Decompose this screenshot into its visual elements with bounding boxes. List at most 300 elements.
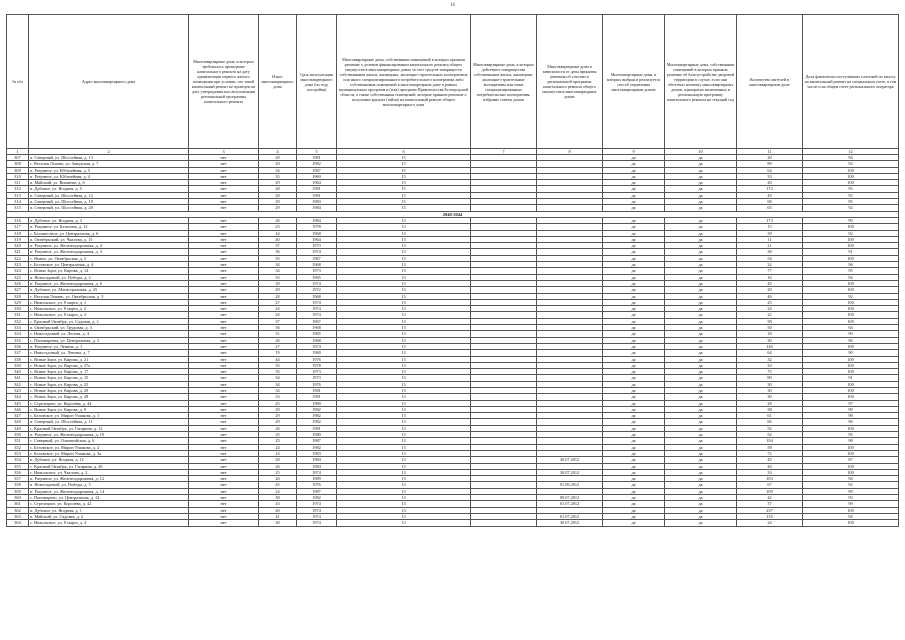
table-cell: 1974 xyxy=(297,249,337,255)
table-cell: 1983 xyxy=(297,450,337,456)
table-cell: с. Красный Октябрь, ул. Гагарина, д. 20 xyxy=(29,463,189,469)
table-cell: 100 xyxy=(803,450,899,456)
page-number: 16 xyxy=(450,3,455,8)
table-cell: да xyxy=(665,161,737,167)
table-cell: 13 xyxy=(337,488,471,494)
table-cell: 28 xyxy=(259,457,297,463)
table-cell: 87 xyxy=(803,457,899,463)
table-cell: да xyxy=(603,432,665,438)
table-cell: 1981 xyxy=(297,387,337,393)
column-number: 10 xyxy=(665,149,737,155)
table-cell: нет xyxy=(189,293,259,299)
table-cell: 45 xyxy=(737,457,803,463)
table-cell: да xyxy=(665,350,737,356)
table-cell: с. Пономарево, ул. Центральная, д. 12 xyxy=(29,495,189,501)
table-cell: 32 xyxy=(737,356,803,362)
table-cell: 92 xyxy=(803,482,899,488)
table-cell: с. Беловское, ул. Центральная, д. 4 xyxy=(29,262,189,268)
table-cell: 1978 xyxy=(297,362,337,368)
table-cell: 26 xyxy=(259,476,297,482)
table-cell: 100 xyxy=(803,236,899,242)
column-number: 6 xyxy=(337,149,471,155)
table-cell: 29 xyxy=(259,155,297,161)
table-cell: нет xyxy=(189,343,259,349)
table-cell: 13 xyxy=(337,400,471,406)
table-cell: 13 xyxy=(337,362,471,368)
table-cell: да xyxy=(603,337,665,343)
table-cell: да xyxy=(603,199,665,205)
table-cell: 50 xyxy=(737,325,803,331)
table-cell: 100 xyxy=(803,343,899,349)
table-cell: 326 xyxy=(7,280,29,286)
table-cell: с. Ямное, ул. Октябрьская, д. 5 xyxy=(29,255,189,261)
table-cell: 39 xyxy=(737,230,803,236)
table-cell: с. Беловское, ул. Мирон Ушакова, д. 2 xyxy=(29,444,189,450)
table-cell: да xyxy=(665,287,737,293)
table-cell: да xyxy=(603,400,665,406)
table-cell: 194 xyxy=(737,438,803,444)
table-cell: 100 xyxy=(803,381,899,387)
table-cell: с. Никольское, ул. 8 марта, д. 4 xyxy=(29,520,189,526)
table-cell: 38 xyxy=(737,406,803,412)
column-number: 1 xyxy=(7,149,29,155)
column-number: 5 xyxy=(297,149,337,155)
table-cell: 1981 xyxy=(297,186,337,192)
table-cell: 331 xyxy=(7,312,29,318)
table-cell: п. Новосадовый, ул. Победы, д. 2 xyxy=(29,274,189,280)
table-cell: да xyxy=(665,406,737,412)
table-cell: да xyxy=(665,199,737,205)
table-cell: 24 xyxy=(259,306,297,312)
table-cell: 310 xyxy=(7,173,29,179)
table-cell: да xyxy=(665,173,737,179)
header-cell: Многоквартирные дома, в которых требовалось проведение капитального ремонта на дату приватизации первого жилого помещения при условии, что такой капитальный ремонт не проведен на дату утверждения или актуализации региональной программы капитального ремонта xyxy=(189,15,259,149)
table-cell: да xyxy=(665,369,737,375)
table-cell: 1973 xyxy=(297,268,337,274)
table-cell: 330 xyxy=(7,306,29,312)
table-cell: п. Майский, ул. Садовая, д. 2 xyxy=(29,513,189,519)
table-cell: 45 xyxy=(259,482,297,488)
table-cell: 347 xyxy=(7,413,29,419)
table-cell: да xyxy=(603,167,665,173)
table-cell: нет xyxy=(189,280,259,286)
table-cell: 313 xyxy=(7,192,29,198)
table-cell: 30.07.2012 xyxy=(537,457,603,463)
table-cell: с. Никольское, ул. Чкалова, д. 2 xyxy=(29,469,189,475)
table-cell: 38 xyxy=(259,495,297,501)
table-cell: 1980 xyxy=(297,350,337,356)
table-cell: да xyxy=(603,369,665,375)
table-cell: 321 xyxy=(7,249,29,255)
table-cell: да xyxy=(603,312,665,318)
table-cell: да xyxy=(603,236,665,242)
table-cell: 100 xyxy=(803,507,899,513)
table-cell: п. Северный, ул. Шоссейная, д. 19 xyxy=(29,199,189,205)
table-cell: нет xyxy=(189,375,259,381)
table-cell: 29 xyxy=(259,413,297,419)
table-cell: 103 xyxy=(737,476,803,482)
table-cell: 13 xyxy=(337,375,471,381)
table-cell: нет xyxy=(189,488,259,494)
table-cell: 64 xyxy=(737,350,803,356)
table-cell: да xyxy=(603,161,665,167)
table-cell: 28 xyxy=(737,400,803,406)
table-cell: 1965 xyxy=(297,274,337,280)
table-cell: 311 xyxy=(7,180,29,186)
table-cell: 13 xyxy=(337,224,471,230)
table-cell: 29 xyxy=(259,161,297,167)
table-cell: п. Северный, ул. Шоссейная, д. 12 xyxy=(29,192,189,198)
header-cell: Количество жителей в многоквартирном доме xyxy=(737,15,803,149)
table-cell: нет xyxy=(189,167,259,173)
header-cell: № п/п xyxy=(7,15,29,149)
table-cell: 21 xyxy=(737,243,803,249)
table-cell: 13 xyxy=(337,381,471,387)
table-cell: 100 xyxy=(803,180,899,186)
table-cell: 28 xyxy=(259,186,297,192)
table-cell: 13 xyxy=(337,501,471,507)
table-cell: с. Ясные Зори, ул. Кирова, д. 21 xyxy=(29,356,189,362)
table-cell: 1980 xyxy=(297,432,337,438)
table-cell: 13 xyxy=(337,507,471,513)
table-cell: да xyxy=(603,230,665,236)
table-cell: нет xyxy=(189,192,259,198)
table-cell: п. Разумное, ул. Железнодорожная, д. 12 xyxy=(29,476,189,482)
table-cell: 100 xyxy=(803,312,899,318)
table-cell: 27 xyxy=(259,343,297,349)
table-cell: 100 xyxy=(803,287,899,293)
table-cell: 100 xyxy=(803,356,899,362)
table-cell: 13 xyxy=(337,262,471,268)
table-cell: с. Ясные Зори, ул. Кирова, д. 15 xyxy=(29,375,189,381)
table-cell: да xyxy=(603,419,665,425)
table-cell: п. Дубовое, ул. Ягодная, д. 5 xyxy=(29,186,189,192)
table-cell: 1982 xyxy=(297,161,337,167)
table-cell: да xyxy=(665,381,737,387)
table-cell: 335 xyxy=(7,337,29,343)
table-cell: да xyxy=(603,205,665,211)
table-cell: 30 xyxy=(259,520,297,526)
table-cell: п. Октябрьский, ул. Чкалова, д. 15 xyxy=(29,236,189,242)
table-cell: 1989 xyxy=(297,476,337,482)
table-cell: нет xyxy=(189,476,259,482)
table-cell: нет xyxy=(189,318,259,324)
table-cell: нет xyxy=(189,155,259,161)
table-cell: 362 xyxy=(7,507,29,513)
table-cell: 13 xyxy=(337,268,471,274)
table-cell: да xyxy=(665,262,737,268)
header-cell: Износ многоквартирного дома xyxy=(259,15,297,149)
table-cell: да xyxy=(603,394,665,400)
table-cell: да xyxy=(603,287,665,293)
table-cell: 15 xyxy=(337,205,471,211)
table-cell: 23 xyxy=(259,450,297,456)
table-cell: да xyxy=(665,236,737,242)
header-row xyxy=(7,15,899,149)
table-cell: 13 xyxy=(337,394,471,400)
table-cell: 1974 xyxy=(297,312,337,318)
table-cell: 360 xyxy=(7,495,29,501)
table-cell: 32 xyxy=(737,262,803,268)
table-cell: да xyxy=(665,192,737,198)
table-cell: 15 xyxy=(337,186,471,192)
table-cell: 309 xyxy=(7,167,29,173)
table-cell: с. Никольское, ул. 8 марта, д. 3 xyxy=(29,312,189,318)
table-cell: 361 xyxy=(7,501,29,507)
table-cell: 40 xyxy=(259,507,297,513)
table-cell: 25 xyxy=(259,438,297,444)
table-cell: 1964 xyxy=(297,180,337,186)
table-cell: 1968 xyxy=(297,262,337,268)
table-cell: 13 xyxy=(337,406,471,412)
table-cell: п. Северный, ул. Шоссейная, д. 13 xyxy=(29,155,189,161)
table-cell: 1974 xyxy=(297,306,337,312)
table-cell: 353 xyxy=(7,450,29,456)
table-cell: 95 xyxy=(803,268,899,274)
table-cell: 64 xyxy=(737,167,803,173)
table-cell: 349 xyxy=(7,425,29,431)
table-cell: 27 xyxy=(259,299,297,305)
table-cell: 13 xyxy=(337,331,471,337)
table-cell: нет xyxy=(189,274,259,280)
table-cell: с. Новосадовый, ул. Лесная, д. 4 xyxy=(29,331,189,337)
table-cell: да xyxy=(603,520,665,526)
table-cell: нет xyxy=(189,268,259,274)
table-cell: 13 xyxy=(337,469,471,475)
table-cell: 100 xyxy=(803,173,899,179)
table-cell: 99 xyxy=(803,501,899,507)
table-cell: п. Разумное, ул. Ленина, д. 1 xyxy=(29,343,189,349)
table-cell: 37 xyxy=(259,243,297,249)
table-cell: да xyxy=(665,243,737,249)
table-cell: 13 xyxy=(337,306,471,312)
table-cell: 1978 xyxy=(297,224,337,230)
table-cell: с. Новосадовый, ул. Ленина, д. 7 xyxy=(29,350,189,356)
table-cell: 90 xyxy=(803,331,899,337)
table-cell: да xyxy=(603,476,665,482)
table-cell: да xyxy=(665,356,737,362)
table-cell: да xyxy=(665,413,737,419)
table-cell: да xyxy=(665,513,737,519)
table-cell: да xyxy=(665,224,737,230)
table-cell: п. Новосадовый, ул. Победы, д. 5 xyxy=(29,482,189,488)
table-cell: да xyxy=(665,482,737,488)
table-cell: да xyxy=(665,495,737,501)
table-cell: нет xyxy=(189,520,259,526)
table-cell: да xyxy=(665,230,737,236)
table-cell: 1981 xyxy=(297,425,337,431)
table-cell: да xyxy=(603,450,665,456)
table-cell: 1982 xyxy=(297,419,337,425)
table-cell: да xyxy=(603,501,665,507)
table-cell: нет xyxy=(189,224,259,230)
table-cell: 355 xyxy=(7,463,29,469)
table-cell: 13 xyxy=(337,217,471,223)
table-cell: 30 xyxy=(259,280,297,286)
table-cell: да xyxy=(665,507,737,513)
table-cell: да xyxy=(603,469,665,475)
table-cell: 09.07.2012 xyxy=(537,495,603,501)
table-cell: да xyxy=(603,343,665,349)
table-cell: 1973 xyxy=(297,375,337,381)
table-cell: нет xyxy=(189,432,259,438)
table-cell: 1974 xyxy=(297,299,337,305)
table-cell: 13 xyxy=(337,369,471,375)
table-cell: 26 xyxy=(259,425,297,431)
table-cell: 94 xyxy=(803,274,899,280)
table-cell: 15 xyxy=(337,173,471,179)
table-cell: нет xyxy=(189,180,259,186)
table-cell: 1987 xyxy=(297,438,337,444)
table-cell: да xyxy=(665,444,737,450)
table-cell: 90 xyxy=(803,350,899,356)
table-cell: да xyxy=(603,173,665,179)
table-cell: 24 xyxy=(737,520,803,526)
table-cell: нет xyxy=(189,249,259,255)
table-cell: 75 xyxy=(737,369,803,375)
table-cell: 363 xyxy=(7,513,29,519)
table-cell: п. Разумное, ул. Железнодорожная, д. 14 xyxy=(29,488,189,494)
table-cell: да xyxy=(665,438,737,444)
table-cell: 92 xyxy=(803,161,899,167)
table-cell: 317 xyxy=(7,224,29,230)
table-cell: 135 xyxy=(737,513,803,519)
table-cell: да xyxy=(665,217,737,223)
table-cell: 20 xyxy=(737,287,803,293)
table-cell: 13 xyxy=(337,425,471,431)
table-cell: да xyxy=(603,318,665,324)
column-number: 11 xyxy=(737,149,803,155)
table-cell: 13 xyxy=(337,299,471,305)
table-cell: 1967 xyxy=(297,318,337,324)
table-cell: 316 xyxy=(7,217,29,223)
table-cell: 13 xyxy=(337,495,471,501)
table-cell: нет xyxy=(189,369,259,375)
table-cell: да xyxy=(603,306,665,312)
table-cell: нет xyxy=(189,199,259,205)
table-cell: с. Красный Октябрь, ул. Садовая, д. 2 xyxy=(29,318,189,324)
table-cell: 13 xyxy=(337,438,471,444)
table-cell: нет xyxy=(189,406,259,412)
table-cell: 30.07.2012 xyxy=(537,469,603,475)
table-cell: 96 xyxy=(803,337,899,343)
table-cell: п. Дубовое, ул. Ягодная, д. 1 xyxy=(29,507,189,513)
table-cell: 1984 xyxy=(297,463,337,469)
table-cell: п. Дубовое, ул. Ягодная, д. 11 xyxy=(29,457,189,463)
table-cell: да xyxy=(603,425,665,431)
table-cell: 334 xyxy=(7,331,29,337)
table-cell: 1976 xyxy=(297,482,337,488)
table-cell: 20 xyxy=(737,180,803,186)
table-cell: да xyxy=(665,488,737,494)
table-cell: да xyxy=(665,387,737,393)
column-number: 2 xyxy=(29,149,189,155)
table-cell: 1984 xyxy=(297,205,337,211)
table-cell: да xyxy=(665,299,737,305)
table-cell: 99 xyxy=(803,217,899,223)
table-cell: да xyxy=(665,274,737,280)
table-cell xyxy=(471,520,537,526)
table-cell: 13 xyxy=(337,450,471,456)
table-cell: да xyxy=(603,186,665,192)
table-cell: 13 xyxy=(337,350,471,356)
table-cell: да xyxy=(665,255,737,261)
table-cell: 24 xyxy=(259,444,297,450)
table-cell: да xyxy=(603,413,665,419)
table-cell: 356 xyxy=(7,469,29,475)
table-cell: 328 xyxy=(7,293,29,299)
table-cell: 1976 xyxy=(297,356,337,362)
table-cell: 323 xyxy=(7,262,29,268)
table-cell: да xyxy=(603,192,665,198)
table-cell: 29 xyxy=(259,419,297,425)
table-cell: 67 xyxy=(737,482,803,488)
table-cell: 01.07.2012 xyxy=(537,513,603,519)
table-cell: с. Никольское, ул. 8 марта, д. 2 xyxy=(29,306,189,312)
table-cell: 341 xyxy=(7,375,29,381)
table-cell: 358 xyxy=(7,482,29,488)
table-cell: 100 xyxy=(803,469,899,475)
table-cell: 325 xyxy=(7,274,29,280)
table-cell: 13 xyxy=(337,343,471,349)
table-cell: 36 xyxy=(259,249,297,255)
table-cell: 97 xyxy=(803,400,899,406)
table-cell: 26 xyxy=(259,463,297,469)
table-cell: с. Веселая Лопань, ул. Октябрьская, д. 3 xyxy=(29,293,189,299)
table-cell: 52 xyxy=(737,425,803,431)
table-cell: нет xyxy=(189,325,259,331)
table-cell: 1976 xyxy=(297,381,337,387)
table-cell: 13 xyxy=(337,457,471,463)
table-cell: 23 xyxy=(259,224,297,230)
table-cell: 13 xyxy=(337,356,471,362)
table-cell: 59 xyxy=(737,444,803,450)
table-cell: 41 xyxy=(259,513,297,519)
table-cell: п. Разумное, ул. Юбилейная, д. 5 xyxy=(29,167,189,173)
table-cell: да xyxy=(665,476,737,482)
header-cell: Срок эксплуатации многоквартирного дома (по году постройки) xyxy=(297,15,337,149)
table-cell: 1968 xyxy=(297,337,337,343)
table-cell: да xyxy=(603,438,665,444)
table-cell: п. Разумное, ул. Железнодорожная, д. 10 xyxy=(29,432,189,438)
table-cell: 99 xyxy=(803,406,899,412)
table-cell: 1973 xyxy=(297,369,337,375)
table-body-after xyxy=(7,217,899,526)
table-cell: 95 xyxy=(803,199,899,205)
table-cell: 15 xyxy=(337,192,471,198)
table-cell: 1974 xyxy=(297,343,337,349)
table-cell: 13 xyxy=(337,230,471,236)
table-cell: 13 xyxy=(337,249,471,255)
table-cell: да xyxy=(665,331,737,337)
table-cell: нет xyxy=(189,501,259,507)
table-cell: 77 xyxy=(737,268,803,274)
table-cell: 15 xyxy=(337,199,471,205)
table-cell: 345 xyxy=(7,400,29,406)
table-cell: 54 xyxy=(737,255,803,261)
table-cell: 13 xyxy=(337,287,471,293)
table-cell: 54 xyxy=(737,432,803,438)
table-cell: 357 xyxy=(7,476,29,482)
table-cell: 25 xyxy=(259,469,297,475)
table-cell: да xyxy=(603,356,665,362)
table-cell: 1964 xyxy=(297,236,337,242)
table-cell: 22 xyxy=(737,312,803,318)
table-cell: 65 xyxy=(737,205,803,211)
table-cell: да xyxy=(665,400,737,406)
table-cell: 24 xyxy=(737,306,803,312)
table-cell: 95 xyxy=(803,432,899,438)
